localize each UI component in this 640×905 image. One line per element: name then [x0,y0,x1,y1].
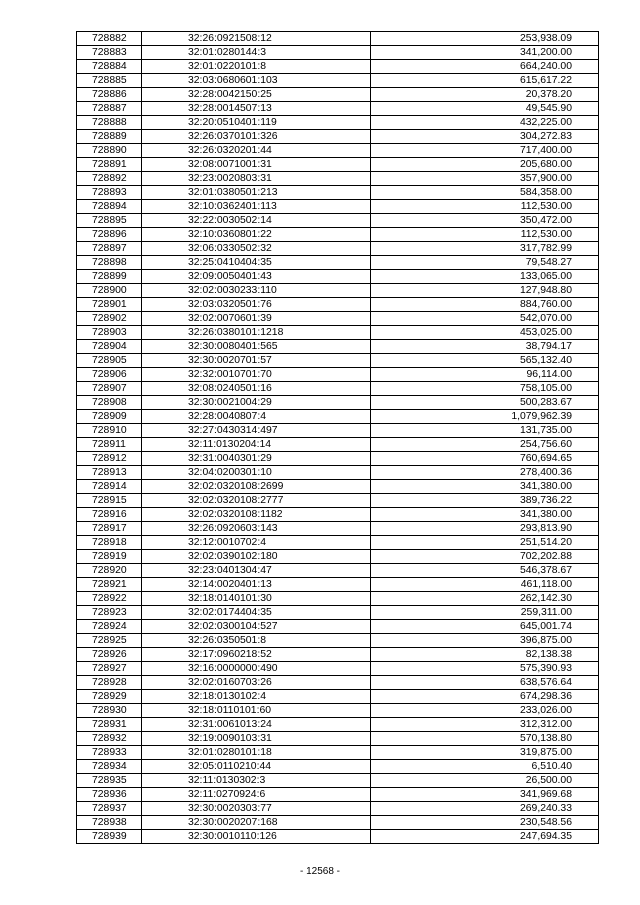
cadastral-number-cell: 32:30:0020701:57 [142,354,371,368]
table-row [77,774,599,788]
row-id-cell: 728909 [77,410,142,424]
amount-cell: 278,400.36 [371,466,599,480]
amount-cell: 389,736.22 [371,494,599,508]
amount-cell: 20,378.20 [371,88,599,102]
amount-cell: 341,969.68 [371,788,599,802]
table-row [77,32,599,46]
cadastral-number-cell: 32:06:0330502:32 [142,242,371,256]
cadastral-number-cell: 32:26:0920603:143 [142,522,371,536]
row-id-cell: 728906 [77,368,142,382]
row-id-cell: 728938 [77,816,142,830]
amount-cell: 133,065.00 [371,270,599,284]
cadastral-number-cell: 32:26:0370101:326 [142,130,371,144]
amount-cell: 79,548.27 [371,256,599,270]
table-row [77,480,599,494]
table-row [77,382,599,396]
amount-cell: 717,400.00 [371,144,599,158]
cadastral-number-cell: 32:26:0350501:8 [142,634,371,648]
row-id-cell: 728928 [77,676,142,690]
table-row [77,312,599,326]
row-id-cell: 728892 [77,172,142,186]
row-id-cell: 728896 [77,228,142,242]
table-row [77,648,599,662]
row-id-cell: 728933 [77,746,142,760]
cadastral-number-cell: 32:04:0200301:10 [142,466,371,480]
table-row [77,592,599,606]
table-row [77,508,599,522]
row-id-cell: 728935 [77,774,142,788]
row-id-cell: 728921 [77,578,142,592]
amount-cell: 38,794.17 [371,340,599,354]
amount-cell: 205,680.00 [371,158,599,172]
amount-cell: 546,378.67 [371,564,599,578]
table-row [77,410,599,424]
amount-cell: 664,240.00 [371,60,599,74]
row-id-cell: 728885 [77,74,142,88]
amount-cell: 304,272.83 [371,130,599,144]
cadastral-number-cell: 32:28:0014507:13 [142,102,371,116]
table-row [77,438,599,452]
amount-cell: 253,938.09 [371,32,599,46]
amount-cell: 49,545.90 [371,102,599,116]
cadastral-number-cell: 32:11:0130204:14 [142,438,371,452]
amount-cell: 884,760.00 [371,298,599,312]
cadastral-number-cell: 32:18:0130102:4 [142,690,371,704]
row-id-cell: 728916 [77,508,142,522]
table-row [77,256,599,270]
table-row [77,578,599,592]
row-id-cell: 728937 [77,802,142,816]
table-row [77,102,599,116]
row-id-cell: 728908 [77,396,142,410]
amount-cell: 565,132.40 [371,354,599,368]
table-row [77,172,599,186]
row-id-cell: 728904 [77,340,142,354]
row-id-cell: 728926 [77,648,142,662]
row-id-cell: 728898 [77,256,142,270]
row-id-cell: 728920 [77,564,142,578]
cadastral-number-cell: 32:02:0070601:39 [142,312,371,326]
cadastral-number-cell: 32:02:0320108:2699 [142,480,371,494]
row-id-cell: 728912 [77,452,142,466]
table-row [77,466,599,480]
row-id-cell: 728893 [77,186,142,200]
amount-cell: 293,813.90 [371,522,599,536]
cadastral-number-cell: 32:11:0130302:3 [142,774,371,788]
table-row [77,634,599,648]
cadastral-number-cell: 32:02:0160703:26 [142,676,371,690]
row-id-cell: 728918 [77,536,142,550]
row-id-cell: 728902 [77,312,142,326]
cadastral-number-cell: 32:17:0960218:52 [142,648,371,662]
table-row [77,662,599,676]
amount-cell: 357,900.00 [371,172,599,186]
amount-cell: 674,298.36 [371,690,599,704]
table-row [77,200,599,214]
amount-cell: 341,380.00 [371,508,599,522]
row-id-cell: 728897 [77,242,142,256]
cadastral-number-cell: 32:02:0174404:35 [142,606,371,620]
cadastral-number-cell: 32:02:0300104:527 [142,620,371,634]
row-id-cell: 728907 [77,382,142,396]
cadastral-number-cell: 32:11:0270924:6 [142,788,371,802]
cadastral-number-cell: 32:02:0390102:180 [142,550,371,564]
amount-cell: 230,548.56 [371,816,599,830]
table-row [77,536,599,550]
amount-cell: 251,514.20 [371,536,599,550]
cadastral-number-cell: 32:32:0010701:70 [142,368,371,382]
row-id-cell: 728931 [77,718,142,732]
table-row [77,228,599,242]
cadastral-number-cell: 32:01:0280144:3 [142,46,371,60]
cadastral-number-cell: 32:01:0380501:213 [142,186,371,200]
row-id-cell: 728934 [77,760,142,774]
cadastral-number-cell: 32:05:0110210:44 [142,760,371,774]
page-number: - 12568 - [299,866,341,877]
cadastral-number-cell: 32:25:0410404:35 [142,256,371,270]
amount-cell: 317,782.99 [371,242,599,256]
table-row [77,326,599,340]
table-row [77,60,599,74]
row-id-cell: 728939 [77,830,142,844]
amount-cell: 1,079,962.39 [371,410,599,424]
cadastral-number-cell: 32:22:0030502:14 [142,214,371,228]
amount-cell: 96,114.00 [371,368,599,382]
table-row [77,242,599,256]
row-id-cell: 728882 [77,32,142,46]
table-row [77,704,599,718]
row-id-cell: 728886 [77,88,142,102]
cadastral-number-cell: 32:03:0320501:76 [142,298,371,312]
row-id-cell: 728887 [77,102,142,116]
row-id-cell: 728919 [77,550,142,564]
cadastral-number-cell: 32:31:0040301:29 [142,452,371,466]
amount-cell: 259,311.00 [371,606,599,620]
table-row [77,214,599,228]
amount-cell: 233,026.00 [371,704,599,718]
cadastral-number-cell: 32:14:0020401:13 [142,578,371,592]
amount-cell: 461,118.00 [371,578,599,592]
amount-cell: 760,694.65 [371,452,599,466]
cadastral-number-cell: 32:12:0010702:4 [142,536,371,550]
cadastral-number-cell: 32:30:0010110:126 [142,830,371,844]
amount-cell: 575,390.93 [371,662,599,676]
cadastral-number-cell: 32:26:0380101:1218 [142,326,371,340]
table-row [77,494,599,508]
registry-table-body [77,32,599,844]
table-row [77,298,599,312]
row-id-cell: 728901 [77,298,142,312]
cadastral-number-cell: 32:08:0071001:31 [142,158,371,172]
cadastral-number-cell: 32:28:0040807:4 [142,410,371,424]
cadastral-number-cell: 32:26:0921508:12 [142,32,371,46]
table-row [77,46,599,60]
cadastral-number-cell: 32:02:0030233:110 [142,284,371,298]
amount-cell: 542,070.00 [371,312,599,326]
table-row [77,130,599,144]
amount-cell: 453,025.00 [371,326,599,340]
table-row [77,816,599,830]
row-id-cell: 728924 [77,620,142,634]
table-row [77,788,599,802]
row-id-cell: 728927 [77,662,142,676]
amount-cell: 432,225.00 [371,116,599,130]
row-id-cell: 728930 [77,704,142,718]
row-id-cell: 728915 [77,494,142,508]
table-row [77,368,599,382]
amount-cell: 312,312.00 [371,718,599,732]
table-row [77,718,599,732]
amount-cell: 254,756.60 [371,438,599,452]
amount-cell: 112,530.00 [371,228,599,242]
table-row [77,270,599,284]
row-id-cell: 728891 [77,158,142,172]
row-id-cell: 728883 [77,46,142,60]
cadastral-number-cell: 32:18:0110101:60 [142,704,371,718]
table-row [77,802,599,816]
row-id-cell: 728929 [77,690,142,704]
row-id-cell: 728911 [77,438,142,452]
table-row [77,606,599,620]
table-row [77,340,599,354]
table-row [77,284,599,298]
row-id-cell: 728913 [77,466,142,480]
table-row [77,452,599,466]
cadastral-number-cell: 32:30:0020207:168 [142,816,371,830]
table-row [77,732,599,746]
row-id-cell: 728925 [77,634,142,648]
table-row [77,522,599,536]
table-row [77,564,599,578]
table-row [77,354,599,368]
row-id-cell: 728884 [77,60,142,74]
amount-cell: 269,240.33 [371,802,599,816]
amount-cell: 645,001.74 [371,620,599,634]
table-row [77,144,599,158]
table-row [77,116,599,130]
row-id-cell: 728936 [77,788,142,802]
amount-cell: 82,138.38 [371,648,599,662]
cadastral-number-cell: 32:02:0320108:1182 [142,508,371,522]
cadastral-number-cell: 32:02:0320108:2777 [142,494,371,508]
table-row [77,760,599,774]
amount-cell: 26,500.00 [371,774,599,788]
amount-cell: 350,472.00 [371,214,599,228]
cadastral-number-cell: 32:08:0240501:16 [142,382,371,396]
cadastral-number-cell: 32:09:0050401:43 [142,270,371,284]
table-row [77,620,599,634]
table-row [77,158,599,172]
row-id-cell: 728895 [77,214,142,228]
row-id-cell: 728923 [77,606,142,620]
table-row [77,690,599,704]
amount-cell: 584,358.00 [371,186,599,200]
amount-cell: 131,735.00 [371,424,599,438]
table-row [77,74,599,88]
amount-cell: 570,138.80 [371,732,599,746]
row-id-cell: 728889 [77,130,142,144]
amount-cell: 6,510.40 [371,760,599,774]
cadastral-number-cell: 32:16:0000000:490 [142,662,371,676]
row-id-cell: 728917 [77,522,142,536]
amount-cell: 127,948.80 [371,284,599,298]
amount-cell: 341,380.00 [371,480,599,494]
table-row [77,424,599,438]
cadastral-number-cell: 32:10:0362401:113 [142,200,371,214]
row-id-cell: 728932 [77,732,142,746]
row-id-cell: 728910 [77,424,142,438]
cadastral-number-cell: 32:28:0042150:25 [142,88,371,102]
cadastral-number-cell: 32:26:0320201:44 [142,144,371,158]
row-id-cell: 728899 [77,270,142,284]
cadastral-number-cell: 32:30:0021004:29 [142,396,371,410]
cadastral-number-cell: 32:10:0360801:22 [142,228,371,242]
cadastral-number-cell: 32:01:0220101:8 [142,60,371,74]
table-row [77,746,599,760]
registry-table [76,31,599,844]
amount-cell: 758,105.00 [371,382,599,396]
table-row [77,830,599,844]
amount-cell: 319,875.00 [371,746,599,760]
cadastral-number-cell: 32:19:0090103:31 [142,732,371,746]
amount-cell: 341,200.00 [371,46,599,60]
table-row [77,396,599,410]
table-row [77,186,599,200]
amount-cell: 615,617.22 [371,74,599,88]
row-id-cell: 728914 [77,480,142,494]
row-id-cell: 728888 [77,116,142,130]
table-row [77,676,599,690]
cadastral-number-cell: 32:23:0020803:31 [142,172,371,186]
row-id-cell: 728905 [77,354,142,368]
cadastral-number-cell: 32:03:0680601:103 [142,74,371,88]
amount-cell: 638,576.64 [371,676,599,690]
table-row [77,550,599,564]
amount-cell: 396,875.00 [371,634,599,648]
row-id-cell: 728894 [77,200,142,214]
row-id-cell: 728903 [77,326,142,340]
amount-cell: 262,142.30 [371,592,599,606]
cadastral-number-cell: 32:30:0020303:77 [142,802,371,816]
row-id-cell: 728900 [77,284,142,298]
cadastral-number-cell: 32:30:0080401:565 [142,340,371,354]
amount-cell: 247,694.35 [371,830,599,844]
cadastral-number-cell: 32:31:0061013:24 [142,718,371,732]
cadastral-number-cell: 32:23:0401304:47 [142,564,371,578]
cadastral-number-cell: 32:01:0280101:18 [142,746,371,760]
amount-cell: 500,283.67 [371,396,599,410]
amount-cell: 702,202.88 [371,550,599,564]
cadastral-number-cell: 32:27:0430314:497 [142,424,371,438]
row-id-cell: 728922 [77,592,142,606]
table-row [77,88,599,102]
cadastral-number-cell: 32:20:0510401:119 [142,116,371,130]
cadastral-number-cell: 32:18:0140101:30 [142,592,371,606]
row-id-cell: 728890 [77,144,142,158]
amount-cell: 112,530.00 [371,200,599,214]
